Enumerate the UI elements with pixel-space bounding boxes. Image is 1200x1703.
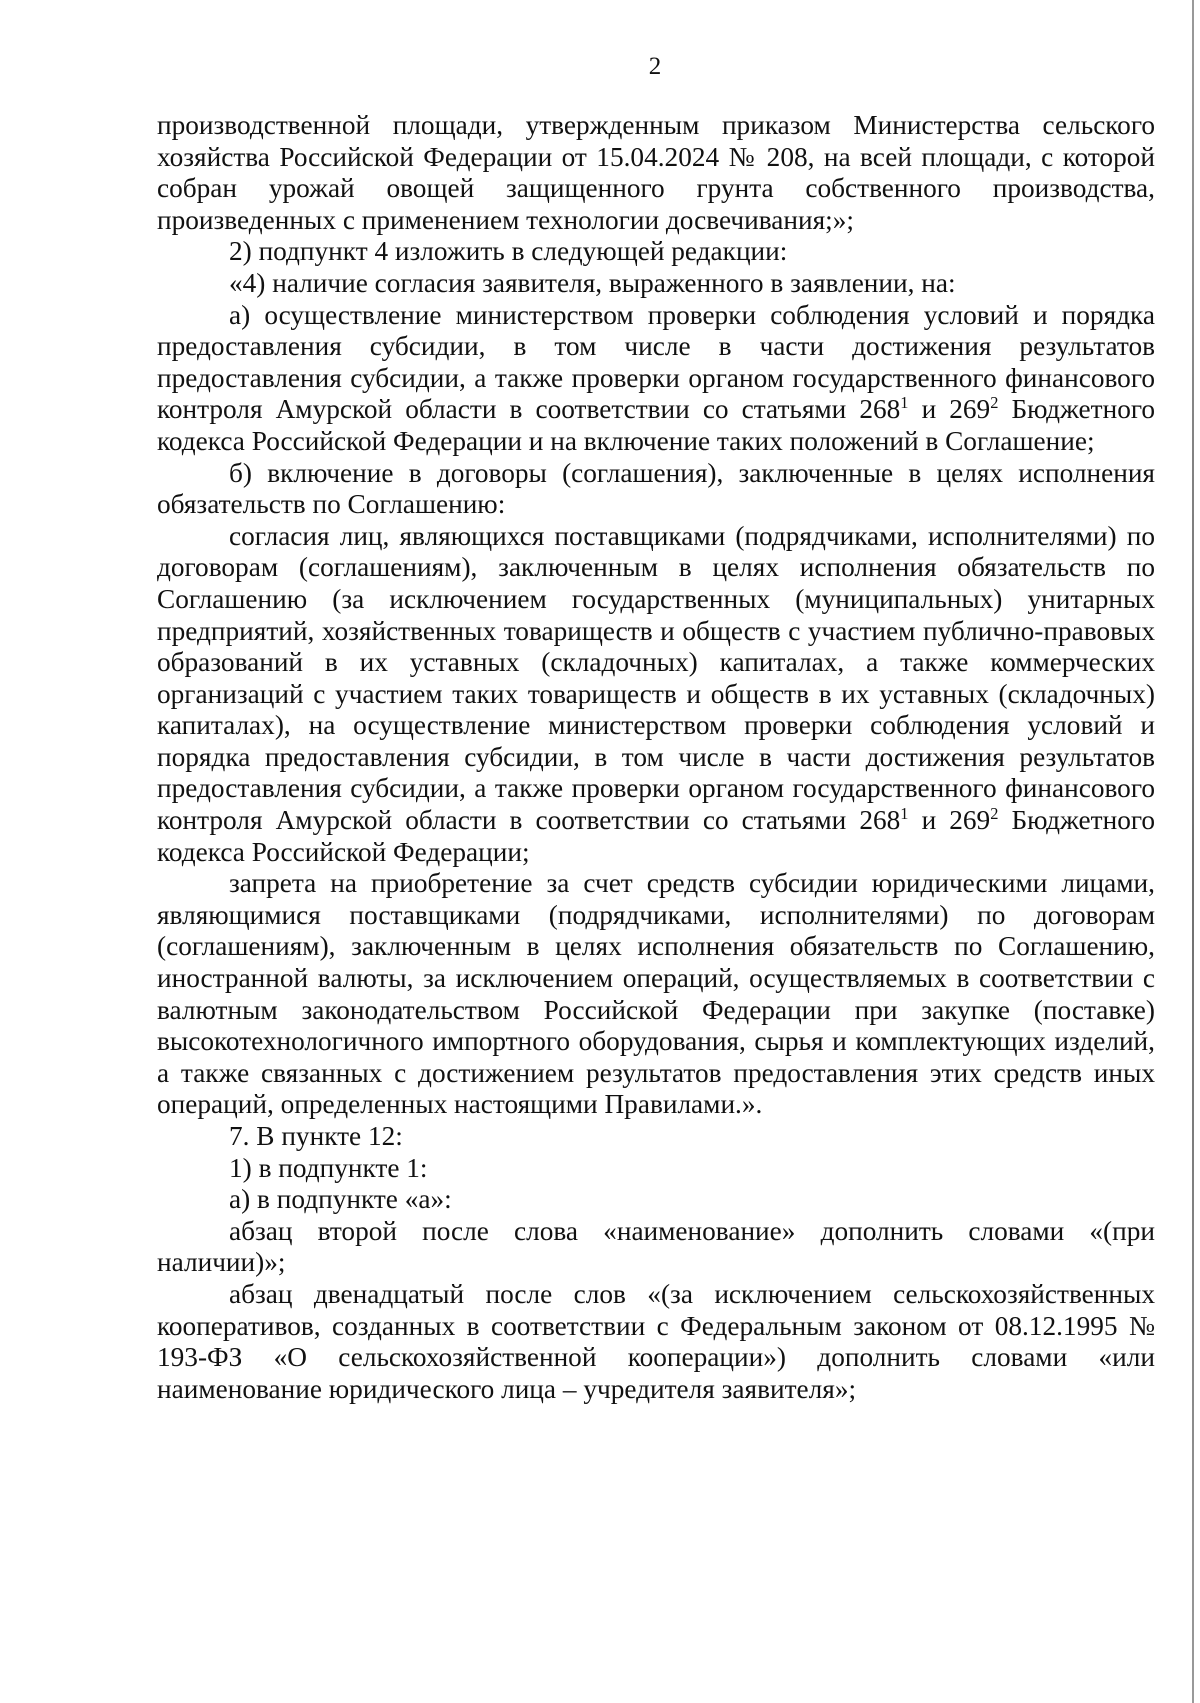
paragraph: а) в подпункте «а»: <box>229 1184 452 1215</box>
paragraph: абзац второй после слова «наименование» дополнить словами «(при наличии)»; <box>157 1215 1155 1278</box>
page-number: 2 <box>648 53 662 80</box>
paragraph: производственной площади, утвержденным приказом Министерства сельского хозяйства Российской Федерации от 15.04.2024 № 208, на всей площади, с которой собран урожай овощей защищенного грунта собственного производства, произведенных с применением технологии досвечивания;»; <box>157 110 1155 235</box>
paragraph: 7. В пункте 12: <box>229 1121 403 1151</box>
paragraph: а) осуществление министерством проверки соблюдения условий и порядка предоставления субсидии, в том числе в части достижения результатов предоставления субсидии, а также проверки органом государственного финансового контроля Амурской области в соответствии со статьями $268^1$ и $269^2$ Бюджетного кодекса Российской Федерации и на включение таких положений в Соглашение; <box>157 299 1156 456</box>
document-body <box>157 110 1155 1405</box>
paragraph: 1) в подпункте 1: <box>229 1152 428 1183</box>
paragraph: «4) наличие согласия заявителя, выраженного в заявлении, на: <box>229 267 956 298</box>
paragraph: б) включение в договоры (соглашения), заключенные в целях исполнения обязательств по Соглашению: <box>157 457 1155 520</box>
paragraph: 2) подпункт 4 изложить в следующей редакции: <box>229 236 788 267</box>
scan-edge <box>1192 0 1194 1703</box>
paragraph: абзац двенадцатый после слов «(за исключением сельскохозяйственных кооперативов, созданных в соответствии с Федеральным законом от 08.12.1995 № 193-ФЗ «О сельскохозяйственной кооперации») дополнить словами «или наименование юридического лица – учредителя заявителя»; <box>157 1278 1155 1404</box>
paragraph: запрета на приобретение за счет средств субсидии юридическими лицами, являющимися поставщиками (подрядчиками, исполнителями) по договорам (соглашениям), заключенным в целях исполнения обязательств по Соглашению, иностранной валюты, за исключением операций, осуществляемых в соответствии с валютным законодательством Российской Федерации при закупке (поставке) высокотехнологичного импортного оборудования, сырья и комплектующих изделий, а также связанных с достижением результатов предоставления этих средств иных операций, определенных настоящими Правилами.». <box>157 868 1155 1120</box>
paragraph: согласия лиц, являющихся поставщиками (подрядчиками, исполнителями) по договорам (соглашениям), заключенным в целях исполнения обязательств по Соглашению (за исключением государственных (муниципальных) унитарных предприятий, хозяйственных товариществ и обществ с участием публично-правовых образований в их уставных (складочных) капиталах, а также коммерческих организаций с участием таких товариществ и обществ в их уставных (складочных) капиталах), на осуществление министерством проверки соблюдения условий и порядка предоставления субсидии, в том числе в части достижения результатов предоставления субсидии, а также проверки органом государственного финансового контроля Амурской области в соответствии со статьями $268^1$ и $269^2$ Бюджетного кодекса Российской Федерации; <box>157 520 1156 867</box>
